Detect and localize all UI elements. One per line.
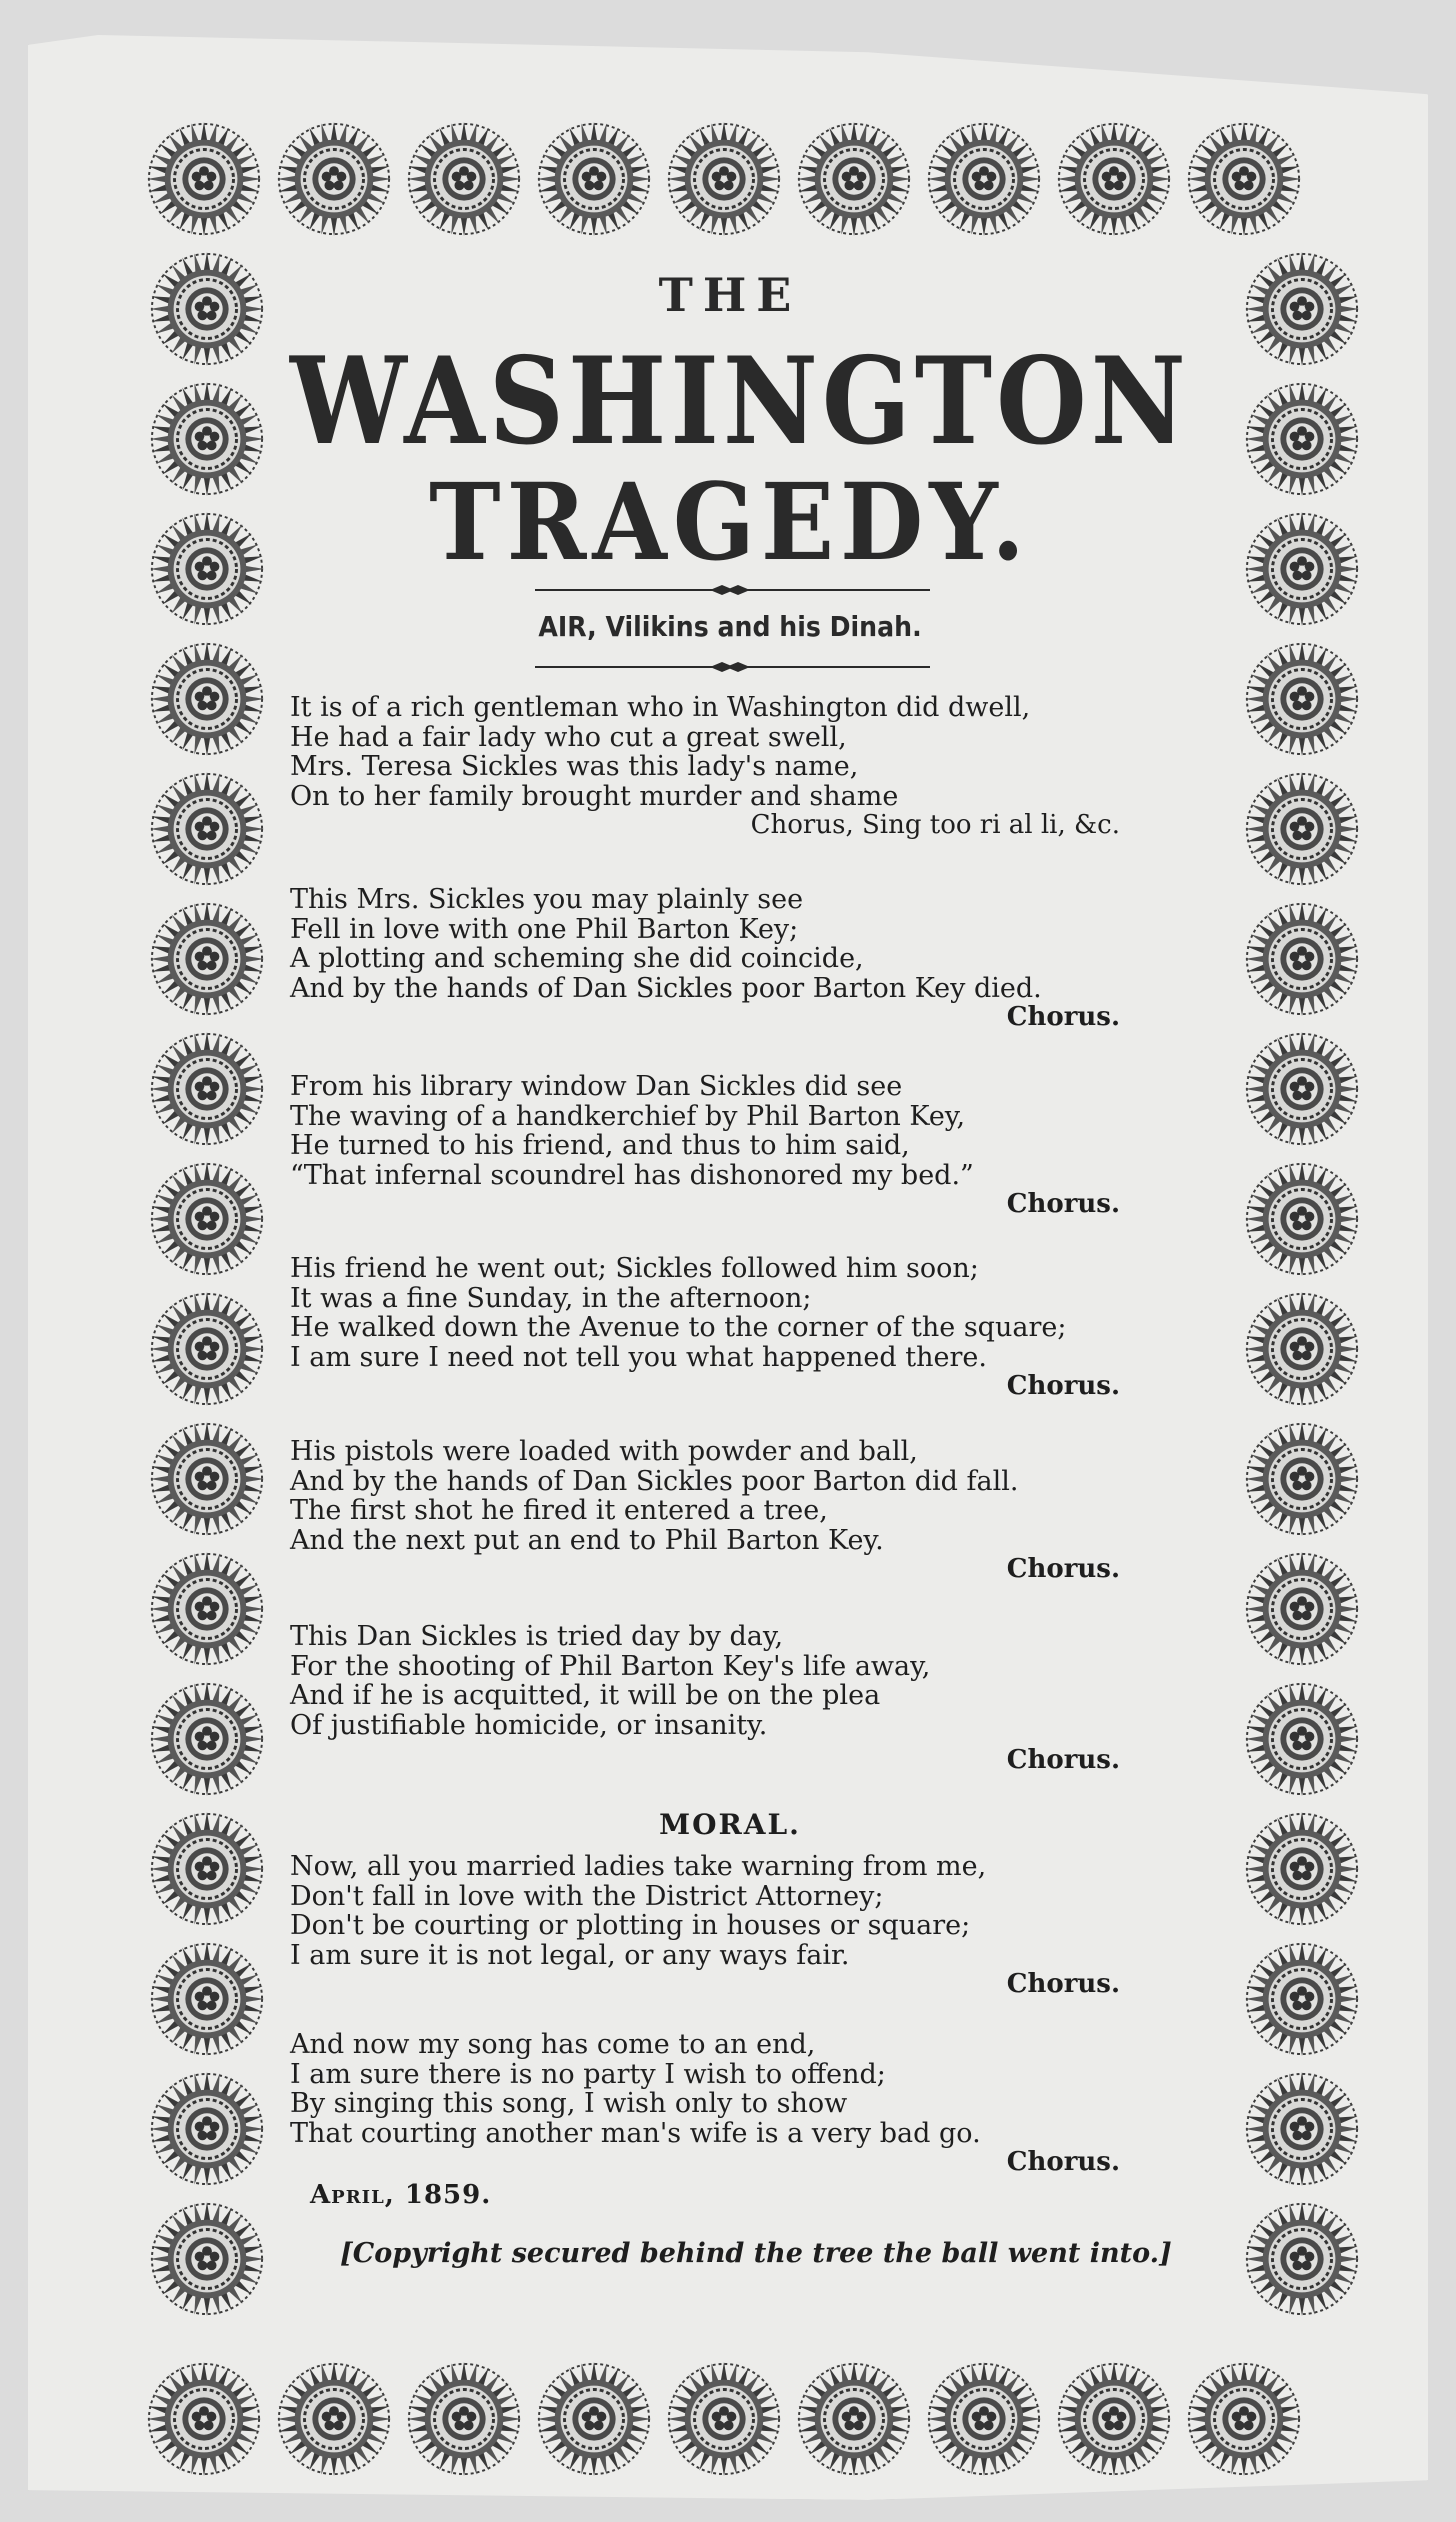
tune-air: AIR, Vilikins and his Dinah. (538, 610, 922, 643)
rosette-ornament-icon (148, 1680, 266, 1798)
rosette-ornament-icon (1243, 770, 1361, 888)
rosette-ornament-icon (1243, 1420, 1361, 1538)
verse-line: Don't fall in love with the District Attorney; (290, 1880, 884, 1912)
verse-line: And by the hands of Dan Sickles poor Barton did fall. (290, 1465, 1019, 1497)
verse-line: I am sure I need not tell you what happened there. (290, 1341, 987, 1373)
verse-line: The first shot he fired it entered a tree, (290, 1495, 828, 1526)
rosette-ornament-icon (148, 2070, 266, 2188)
stanza-2 (290, 885, 1120, 1033)
rosette-ornament-icon (1243, 640, 1361, 758)
stanza-final (290, 2030, 1120, 2178)
rosette-ornament-icon (148, 2200, 266, 2318)
title-tragedy: TRAGEDY. (429, 460, 1031, 585)
rosette-ornament-icon (1243, 1550, 1361, 1668)
rosette-ornament-icon (148, 1290, 266, 1408)
verse-line: For the shooting of Phil Barton Key's life away, (290, 1650, 931, 1682)
verse-line: I am sure it is not legal, or any ways fair. (290, 1939, 850, 1971)
stanza-4 (290, 1254, 1120, 1402)
rosette-ornament-icon (148, 900, 266, 1018)
rosette-ornament-icon (1243, 1810, 1361, 1928)
ornamental-rule-bottom (290, 660, 1170, 674)
verse-line: He walked down the Avenue to the corner of the square; (290, 1312, 1067, 1343)
verse-line: By singing this song, I wish only to show (290, 2088, 848, 2119)
verse-line: Fell in love with one Phil Barton Key; (290, 913, 799, 945)
broadside-content (290, 0, 1190, 2522)
rosette-ornament-icon (148, 1420, 266, 1538)
rosette-ornament-icon (148, 1160, 266, 1278)
rosette-ornament-icon (1243, 380, 1361, 498)
verse-line: It is of a rich gentleman who in Washington did dwell, (290, 692, 1031, 723)
rosette-ornament-icon (145, 120, 263, 238)
rosette-ornament-icon (1243, 250, 1361, 368)
chorus-line: Chorus, Sing too ri al li, &c. (750, 810, 1120, 840)
rosette-ornament-icon (1243, 900, 1361, 1018)
rosette-ornament-icon (1243, 2070, 1361, 2188)
publication-date: April, 1859. (310, 2180, 492, 2210)
rosette-ornament-icon (1243, 1030, 1361, 1148)
verse-line: That courting another man's wife is a very bad go. (290, 2117, 981, 2149)
rosette-ornament-icon (148, 250, 266, 368)
verse-line: He had a fair lady who cut a great swell, (290, 721, 847, 753)
chorus-line: Chorus. (1006, 1554, 1120, 1584)
stanza-6 (290, 1622, 1120, 1776)
rosette-ornament-icon (1243, 1160, 1361, 1278)
rosette-ornament-icon (1243, 1290, 1361, 1408)
chorus-line: Chorus. (1006, 1371, 1120, 1401)
verse-line: I am sure there is no party I wish to offend; (290, 2058, 886, 2090)
rosette-ornament-icon (145, 2360, 263, 2478)
rosette-ornament-icon (1243, 510, 1361, 628)
title-washington: WASHINGTON (290, 330, 1190, 472)
verse-line: And by the hands of Dan Sickles poor Barton Key died. (290, 972, 1042, 1004)
chorus-line: Chorus. (1006, 1745, 1120, 1775)
chorus-line: Chorus. (1006, 1002, 1120, 1032)
stanza-5 (290, 1437, 1120, 1585)
verse-line: This Dan Sickles is tried day by day, (290, 1621, 784, 1652)
verse-line: His pistols were loaded with powder and ball, (290, 1436, 918, 1467)
verse-line: On to her family brought murder and shame (290, 780, 899, 812)
chorus-line: Chorus. (1006, 2147, 1120, 2177)
rosette-ornament-icon (1243, 1940, 1361, 2058)
copyright-note: [Copyright secured behind the tree the ball went into.] (340, 2238, 1172, 2269)
title-the: THE (658, 268, 802, 322)
rosette-ornament-icon (148, 1030, 266, 1148)
rosette-ornament-icon (148, 770, 266, 888)
verse-line: Now, all you married ladies take warning from me, (290, 1851, 987, 1882)
rosette-ornament-icon (148, 1550, 266, 1668)
verse-line: And if he is acquitted, it will be on the plea (290, 1680, 881, 1711)
verse-line: Of justifiable homicide, or insanity. (290, 1709, 768, 1741)
ornamental-rule-top (290, 583, 1170, 597)
verse-line: From his library window Dan Sickles did see (290, 1071, 903, 1102)
stanza-1 (290, 693, 1120, 841)
rosette-ornament-icon (1185, 120, 1303, 238)
rosette-ornament-icon (1243, 1680, 1361, 1798)
verse-line: “That infernal scoundrel has dishonored my bed.” (290, 1159, 974, 1191)
stanza-moral (290, 1852, 1120, 2000)
rosette-ornament-icon (148, 640, 266, 758)
verse-line: And the next put an end to Phil Barton Key. (290, 1524, 884, 1556)
moral-heading: MORAL. (659, 1808, 801, 1841)
verse-line: And now my song has come to an end, (290, 2029, 816, 2060)
rosette-ornament-icon (148, 1940, 266, 2058)
verse-line: He turned to his friend, and thus to him said, (290, 1130, 910, 1161)
rosette-ornament-icon (1185, 2360, 1303, 2478)
verse-line: Don't be courting or plotting in houses or square; (290, 1910, 971, 1941)
verse-line: It was a fine Sunday, in the afternoon; (290, 1282, 812, 1314)
rosette-ornament-icon (148, 510, 266, 628)
stanza-3 (290, 1072, 1120, 1220)
verse-line: The waving of a handkerchief by Phil Barton Key, (290, 1100, 966, 1132)
chorus-line: Chorus. (1006, 1969, 1120, 1999)
verse-line: This Mrs. Sickles you may plainly see (290, 884, 804, 915)
chorus-line: Chorus. (1006, 1189, 1120, 1219)
rosette-ornament-icon (1243, 2200, 1361, 2318)
verse-line: His friend he went out; Sickles followed him soon; (290, 1253, 979, 1284)
verse-line: A plotting and scheming she did coincide, (290, 943, 864, 974)
verse-line: Mrs. Teresa Sickles was this lady's name, (290, 751, 859, 782)
rosette-ornament-icon (148, 1810, 266, 1928)
rosette-ornament-icon (148, 380, 266, 498)
